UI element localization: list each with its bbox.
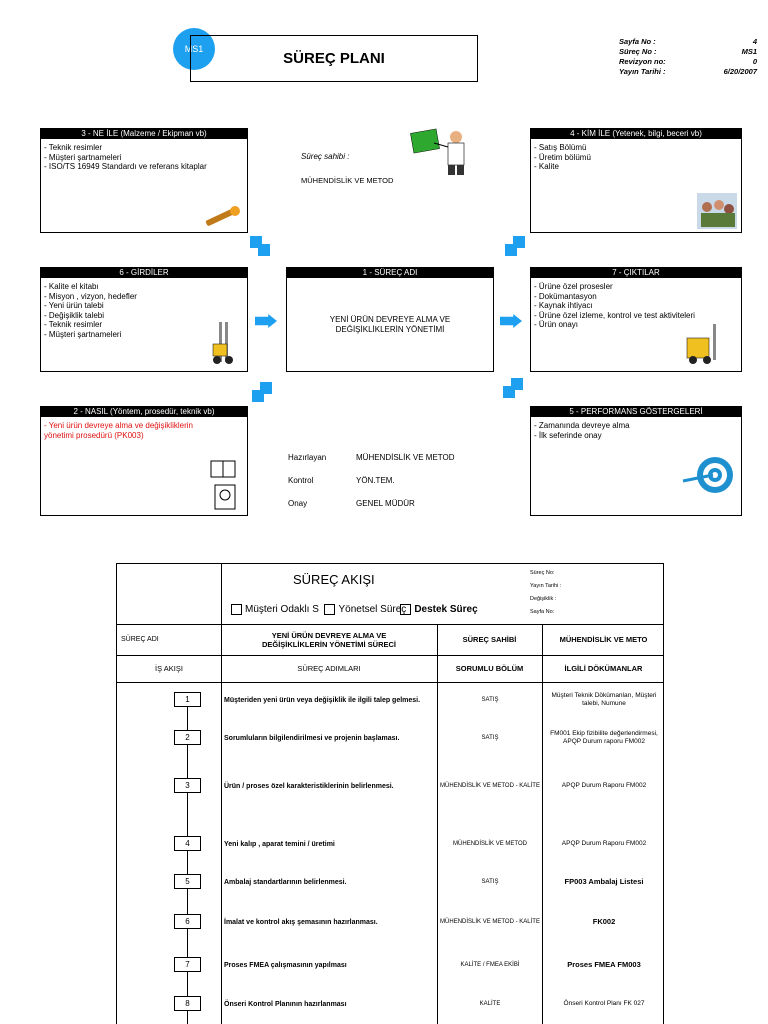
connector-line — [187, 707, 188, 730]
step-docs: APQP Durum Raporu FM002 — [561, 782, 647, 789]
signoff-approval: Onay GENEL MÜDÜR — [288, 499, 415, 508]
meta-row — [619, 57, 757, 67]
step-docs: FK002 — [592, 917, 616, 926]
step-responsible: KALİTE / FMEA EKİBİ — [460, 962, 520, 968]
meta-key: Sayfa No : — [619, 37, 656, 46]
connector-line — [187, 889, 188, 914]
arrow-right-icon — [500, 314, 522, 328]
list-item: - Müşteri şartnameleri — [44, 329, 122, 339]
list-item: - Teknik resimler — [44, 143, 103, 152]
book-icon — [209, 459, 241, 513]
option-checkbox[interactable] — [324, 604, 335, 615]
meta-value: 4 — [752, 37, 757, 46]
panel-title: 3 - NE İLE (Malzeme / Ekipman vb) — [41, 129, 247, 139]
connector-line — [187, 745, 188, 778]
step-responsible: SATIŞ — [481, 697, 499, 703]
step-number: 8 — [174, 996, 201, 1011]
step-responsible: SATIŞ — [481, 879, 499, 885]
list-item: - Kalite el kitabı — [44, 282, 99, 291]
step-number: 7 — [174, 957, 201, 972]
list-item: - İlk seferinde onay — [534, 430, 602, 440]
team-photo-icon — [697, 193, 737, 229]
step-docs: Müşteri Teknik Dökümanları, Müşteri talebi, Numune — [551, 692, 657, 707]
meta-key: Süreç No : — [619, 47, 657, 56]
col-header: İŞ AKIŞI — [155, 664, 183, 673]
document-meta — [619, 37, 757, 77]
arrow-icon — [250, 236, 270, 256]
target-icon — [681, 451, 737, 501]
panel-surec-adi — [286, 267, 494, 372]
panel-girdiler — [40, 267, 248, 372]
connector-line — [187, 851, 188, 874]
step-text: İmalat ve kontrol akış şemasının hazırlanması. — [224, 918, 378, 926]
forklift-icon — [683, 320, 727, 366]
panel-title: 1 - SÜREÇ ADI — [287, 268, 493, 278]
list-item: - Ürüne özel prosesler — [534, 282, 613, 291]
owner-label: SÜREÇ SAHİBİ — [462, 635, 517, 644]
step-docs: Proses FMEA FM003 — [567, 960, 641, 969]
step-responsible: MÜHENDİSLİK VE METOD - KALİTE — [440, 783, 540, 789]
meta-value: 6/20/2007 — [723, 67, 757, 76]
panel-ciktilar — [530, 267, 742, 372]
list-item: - Yeni ürün talebi — [44, 301, 104, 310]
meta-key: Revizyon no: — [619, 57, 666, 66]
option-checkbox[interactable] — [400, 604, 411, 615]
step-number: 6 — [174, 914, 201, 929]
step-responsible: KALİTE — [479, 1001, 501, 1007]
list-item: - Kalite — [534, 162, 559, 171]
list-item: - Satış Bölümü — [534, 143, 587, 152]
list-item: - Ürün onayı — [534, 320, 579, 329]
meta-value: 0 — [752, 57, 757, 66]
list-item: - Yeni ürün devreye alma ve değişikliklerin — [44, 421, 193, 430]
flow-meta: Süreç No: Yayın Tarihi : Değişiklik : Sayfa No: — [530, 570, 562, 615]
panel-kim-ile — [530, 128, 742, 233]
flow-type-options: Müşteri Odaklı S Yönetsel Süreç Destek Süreç — [231, 600, 541, 618]
arrow-icon — [505, 236, 525, 256]
connector-line — [187, 972, 188, 996]
connector-line — [187, 929, 188, 957]
col-header: İLGİLİ DÖKÜMANLAR — [564, 664, 643, 673]
step-number: 5 — [174, 874, 201, 889]
meta-key: Yayın Tarihi : — [619, 67, 666, 76]
step-responsible: MÜHENDİSLİK VE METOD — [453, 841, 527, 847]
panel-list — [41, 417, 247, 444]
meta-row — [619, 37, 757, 47]
presenter-icon — [410, 125, 474, 177]
wrench-icon — [201, 204, 243, 230]
list-item: - ISO/TS 16949 Standardı ve referans kitaplar — [44, 162, 207, 171]
process-badge: MS1 — [173, 28, 215, 70]
panel-title: 5 - PERFORMANS GÖSTERGELERİ — [531, 407, 741, 417]
list-item: - Teknik resimler — [44, 320, 103, 329]
panel-list — [41, 139, 247, 176]
signoff-prepared: Hazırlayan MÜHENDİSLİK VE METOD — [288, 453, 455, 462]
process-name: YENİ ÜRÜN DEVREYE ALMA VE DEĞİŞİKLİKLERİN YÖNETİMİ — [329, 315, 451, 334]
step-docs: Önseri Kontrol Planı FK 027 — [563, 1000, 645, 1007]
col-header: SÜREÇ ADIMLARI — [297, 664, 361, 673]
step-docs: APQP Durum Raporu FM002 — [561, 840, 647, 847]
forklift-icon — [209, 320, 241, 366]
panel-ne-ile — [40, 128, 248, 233]
surec-adi-label: SÜREÇ ADI — [121, 636, 159, 643]
page-title: SÜREÇ PLANI — [190, 35, 478, 82]
arrow-icon — [252, 382, 272, 402]
step-text: Yeni kalıp , aparat temini / üretimi — [224, 840, 335, 848]
list-item: - Üretim bölümü — [534, 152, 591, 162]
step-number: 1 — [174, 692, 201, 707]
panel-title: 2 - NASIL (Yöntem, prosedür, teknik vb) — [41, 407, 247, 417]
step-number: 3 — [174, 778, 201, 793]
panel-title: 7 - ÇIKTILAR — [531, 268, 741, 278]
list-item: - Müşteri şartnameleri — [44, 152, 122, 162]
option-checkbox[interactable] — [231, 604, 242, 615]
list-item: - Ürüne özel izleme, kontrol ve test aktiviteleri — [534, 310, 695, 320]
panel-nasil — [40, 406, 248, 516]
process-flow-table — [116, 563, 664, 1024]
list-item: - Değişiklik talebi — [44, 310, 105, 320]
meta-value: MS1 — [741, 47, 757, 56]
step-text: Önseri Kontrol Planının hazırlanması — [224, 1000, 347, 1008]
flow-title: SÜREÇ AKIŞI — [293, 571, 375, 587]
step-text: Proses FMEA çalışmasının yapılması — [224, 961, 347, 969]
list-item: - Misyon , vizyon, hedefler — [44, 291, 137, 301]
step-text: Müşteriden yeni ürün veya değişiklik ile ilgili talep gelmesi. — [224, 696, 421, 704]
owner-value: MÜHENDİSLİK VE METOD — [301, 176, 394, 185]
owner-label: Süreç sahibi : — [301, 152, 350, 161]
panel-title: 6 - GİRDİLER — [41, 268, 247, 278]
step-number: 2 — [174, 730, 201, 745]
step-text: Ürün / proses özel karakteristiklerinin belirlenmesi. — [224, 782, 394, 790]
list-item: - Kaynak ihtiyacı — [534, 301, 593, 310]
step-docs: FP003 Ambalaj Listesi — [564, 877, 644, 886]
connector-line — [187, 1011, 188, 1024]
step-responsible: MÜHENDİSLİK VE METOD - KALİTE — [440, 919, 540, 925]
signoff-control: Kontrol YÖN.TEM. — [288, 476, 395, 485]
meta-row — [619, 47, 757, 57]
connector-line — [187, 793, 188, 836]
panel-title: 4 - KİM İLE (Yetenek, bilgi, beceri vb) — [531, 129, 741, 139]
step-docs: FM001 Ekip fizibilite değerlendirmesi, APQP Durum raporu FM002 — [550, 730, 658, 745]
list-item: - Dokümantasyon — [534, 291, 597, 301]
panel-list — [531, 139, 741, 176]
panel-performans — [530, 406, 742, 516]
step-responsible: SATIŞ — [481, 735, 499, 741]
surec-adi-value: YENİ ÜRÜN DEVREYE ALMA VE DEĞİŞİKLİKLERİN YÖNETİMİ SÜRECİ — [261, 630, 397, 649]
arrow-icon — [503, 378, 523, 398]
owner-value: MÜHENDİSLİK VE METO — [559, 635, 648, 644]
col-header: SORUMLU BÖLÜM — [455, 664, 524, 673]
step-text: Ambalaj standartlarının belirlenmesi. — [224, 878, 347, 886]
panel-list — [531, 417, 741, 444]
list-item: yönetimi prosedürü (PK003) — [44, 430, 144, 440]
step-number: 4 — [174, 836, 201, 851]
step-text: Sorumluların bilgilendirilmesi ve projenin başlaması. — [224, 734, 400, 742]
arrow-right-icon — [255, 314, 277, 328]
meta-row — [619, 67, 757, 77]
list-item: - Zamanında devreye alma — [534, 421, 630, 430]
